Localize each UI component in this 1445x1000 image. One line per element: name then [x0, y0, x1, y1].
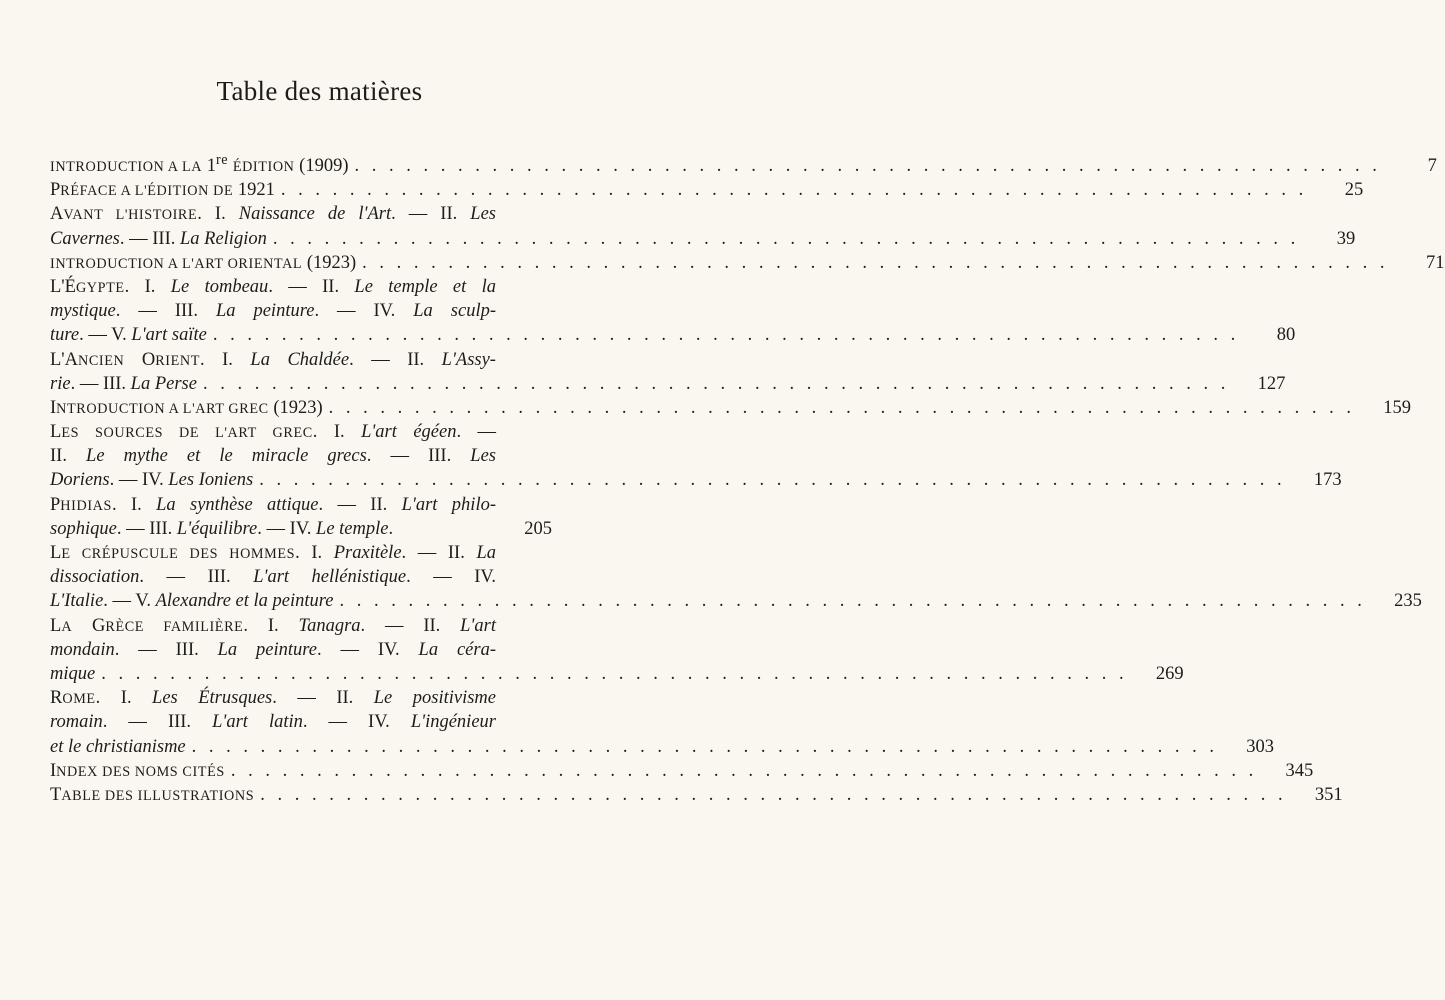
toc-page-number: 173 — [1313, 470, 1342, 491]
dot-leader: . . . . . . . . . . . . . . . . . . . . . . . . . . . . . . . . . . . . . . . . . . . . . . . . . . . . . . . . . . . . — [259, 470, 1286, 491]
toc-entry-text: Cavernes. — III. La Religion — [50, 228, 267, 249]
dot-leader: . . . . . . . . . . . . . . . . . . . . . . . . . . . . . . . . . . . . . . . . . . . . . . . . . . . . . . . . . . . . — [191, 736, 1219, 757]
toc-entry-text: mystique. — III. La peinture. — IV. La sculp- — [50, 301, 496, 322]
toc-entry-line — [50, 151, 1437, 178]
toc-entry-text: INDEX DES NOMS CITÉS — [50, 760, 225, 781]
toc-entry-line — [50, 517, 552, 541]
toc-entry-text: TABLE DES ILLUSTRATIONS — [50, 784, 255, 805]
page-title: Table des matières — [216, 76, 423, 106]
toc-entry-text: LE CRÉPUSCULE DES HOMMES. I. Praxitèle. — II. La — [50, 543, 496, 563]
dot-leader: . . . . . . . . . . . . . . . . . . . . . . . . . . . . . . . . . . . . . . . . . . . . . . . . . . . . . . . . . . . . — [339, 591, 1366, 612]
table-of-contents — [50, 151, 1445, 807]
toc-entry-text: dissociation. — III. L'art hellénistique. — IV. — [50, 567, 497, 588]
toc-entry-text: L'ANCIEN ORIENT. I. La Chaldée. — II. L'Assy- — [50, 349, 496, 370]
toc-entry-text: rie. — III. La Perse — [50, 373, 197, 394]
toc-entry — [50, 541, 1422, 614]
toc-page-number: 39 — [1336, 228, 1356, 249]
toc-entry — [50, 686, 1275, 759]
toc-entry-line — [50, 783, 1343, 807]
toc-entry-line — [50, 227, 1356, 251]
toc-entry — [50, 493, 552, 541]
toc-page-number: 7 — [1427, 156, 1437, 176]
toc-entry-text: PRÉFACE A L'ÉDITION DE 1921 — [50, 180, 275, 201]
toc-entry-line — [50, 323, 1296, 347]
toc-entry — [50, 151, 1437, 178]
toc-entry — [50, 614, 1184, 687]
toc-entry-text: LA GRÈCE FAMILIÈRE. I. Tanagra. — II. L'art — [50, 615, 496, 636]
toc-page-number: 80 — [1276, 325, 1296, 346]
toc-entry-line — [50, 541, 552, 565]
dot-leader: . . . . . . . . . . . . . . . . . . . . . . . . . . . . . . . . . . . . . . . . . . . . . . . . . . . . . . . . . . . . — [362, 252, 1389, 273]
toc-entry — [50, 275, 1296, 348]
toc-entry-text: mique — [50, 663, 96, 684]
toc-entry-text: LES SOURCES DE L'ART GREC. I. L'art égéen. — — [50, 422, 497, 443]
dot-leader: . . . . . . . . . . . . . . . . . . . . . . . . . . . . . . . . . . . . . . . . . . . . . . . . . . . . . . . . . . . . — [212, 325, 1240, 346]
toc-entry-line — [50, 202, 552, 226]
toc-entry-text: sophique. — III. L'équilibre. — IV. Le temple. — [50, 518, 394, 539]
toc-entry-text: romain. — III. L'art latin. — IV. L'ingénieur — [50, 712, 496, 733]
toc-page-number: 269 — [1155, 663, 1184, 684]
toc-entry-line — [50, 735, 1275, 759]
toc-entry — [50, 202, 1356, 250]
toc-entry-text: AVANT L'HISTOIRE. I. Naissance de l'Art. — II. Les — [50, 204, 496, 225]
dot-leader: . . . . . . . . . . . . . . . . . . . . . . . . . . . . . . . . . . . . . . . . . . . . . . . . . . . . . . . . . . . . — [354, 156, 1381, 176]
toc-entry-text: Doriens. — IV. Les Ioniens — [50, 470, 254, 491]
toc-entry — [50, 420, 1342, 493]
toc-page-number: 303 — [1246, 736, 1275, 757]
toc-page-number: 71 — [1426, 252, 1445, 273]
toc-entry-line — [50, 420, 552, 444]
dot-leader: . . . . . . . . . . . . . . . . . . . . . . . . . . . . . . . . . . . . . . . . . . . . . . . . . . . . . . . . . . . . — [328, 397, 1356, 418]
dot-leader: . . . . . . . . . . . . . . . . . . . . . . . . . . . . . . . . . . . . . . . . . . . . . . . . . . . . . . . . . . . . — [260, 784, 1287, 805]
toc-page-number: 25 — [1344, 180, 1364, 201]
toc-entry-text: PHIDIAS. I. La synthèse attique. — II. L'art philo- — [50, 494, 496, 515]
toc-entry — [50, 783, 1343, 807]
toc-entry-line — [50, 396, 1412, 420]
toc-entry-line — [50, 710, 552, 734]
toc-entry-text: L'Italie. — V. Alexandre et la peinture — [50, 591, 334, 612]
toc-entry — [50, 348, 1286, 396]
dot-leader: . . . . . . . . . . . . . . . . . . . . . . . . . . . . . . . . . . . . . . . . . . . . . . . . . . . . . . . . . . . . — [202, 373, 1230, 394]
toc-entry-text: INTRODUCTION A L'ART GREC (1923) — [50, 397, 323, 418]
toc-entry — [50, 396, 1412, 420]
toc-entry-line — [50, 638, 552, 662]
toc-entry-text: ROME. I. Les Étrusques. — II. Le positivisme — [50, 688, 496, 709]
toc-entry — [50, 759, 1314, 783]
dot-leader: . . . . . . . . . . . . . . . . . . . . . . . . . . . . . . . . . . . . . . . . . . . . . . . . . . . . . . . . . . . . — [280, 180, 1308, 201]
toc-entry-line — [50, 372, 1286, 396]
toc-entry-line — [50, 251, 1445, 275]
toc-entry-line — [50, 468, 1342, 492]
toc-page-number: 205 — [524, 518, 552, 539]
toc-entry-line — [50, 662, 1184, 686]
toc-entry-line — [50, 759, 1314, 783]
toc-entry-line — [50, 444, 552, 468]
dot-leader: . . . . . . . . . . . . . . . . . . . . . . . . . . . . . . . . . . . . . . . . . . . . . . . . . . . . . . . . . . . . — [230, 760, 1258, 781]
toc-entry-text: L'ÉGYPTE. I. Le tombeau. — II. Le temple et la — [50, 276, 496, 297]
toc-page-number: 159 — [1383, 397, 1412, 418]
toc-entry-line — [50, 565, 552, 589]
toc-entry-text: mondain. — III. La peinture. — IV. La céra- — [50, 639, 496, 660]
toc-entry-text: INTRODUCTION A LA 1re ÉDITION (1909) — [50, 151, 349, 176]
toc-entry-line — [50, 348, 552, 372]
toc-page-number: 345 — [1285, 760, 1314, 781]
toc-entry-line — [50, 493, 552, 517]
toc-entry-line — [50, 299, 552, 323]
toc-entry-text: ture. — V. L'art saïte — [50, 325, 207, 346]
toc-page-number: 235 — [1394, 591, 1422, 612]
toc-entry-line — [50, 686, 552, 710]
toc-entry-text: et le christianisme — [50, 736, 186, 757]
toc-entry-text: II. Le mythe et le miracle grecs. — III. Les — [50, 446, 496, 467]
toc-entry-line — [50, 589, 1422, 613]
toc-entry-text: INTRODUCTION A L'ART ORIENTAL (1923) — [50, 252, 357, 273]
toc-entry — [50, 251, 1445, 275]
dot-leader: . . . . . . . . . . . . . . . . . . . . . . . . . . . . . . . . . . . . . . . . . . . . . . . . . . . . . . . . . . . . — [272, 228, 1300, 249]
toc-entry-line — [50, 614, 552, 638]
toc-entry — [50, 178, 1364, 202]
toc-entry-line — [50, 275, 552, 299]
dot-leader: . . . . . . . . . . . . . . . . . . . . . . . . . . . . . . . . . . . . . . . . . . . . . . . . . . . . . . . . . . . . — [101, 663, 1128, 684]
toc-page-number: 127 — [1257, 373, 1286, 394]
toc-page-number: 351 — [1314, 784, 1343, 805]
toc-entry-line — [50, 178, 1364, 202]
